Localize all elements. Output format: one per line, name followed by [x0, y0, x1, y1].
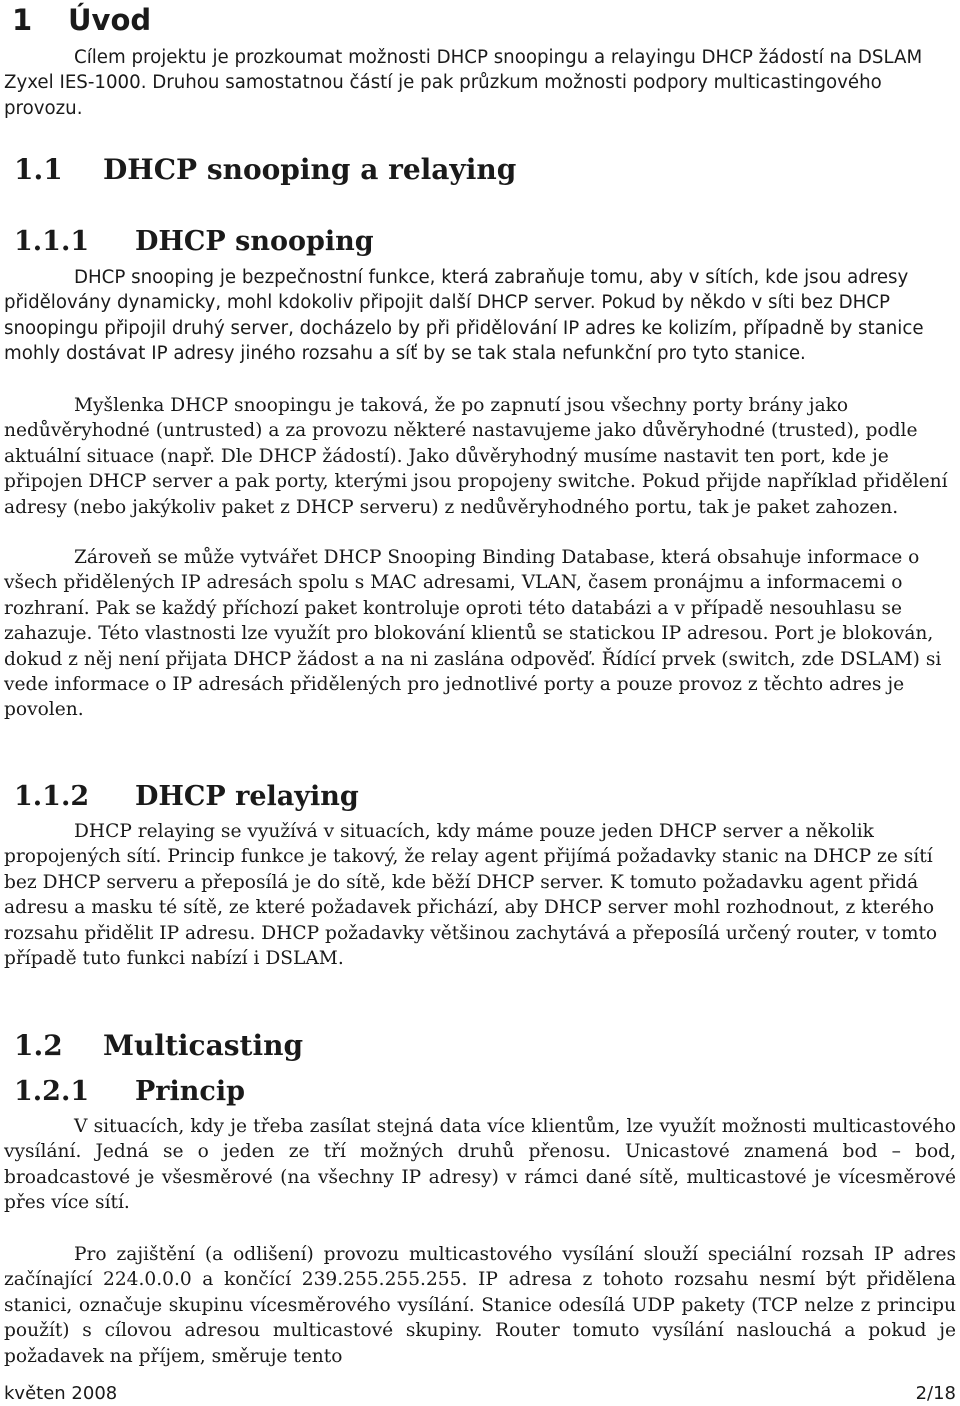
- heading-number: 1.1.1: [14, 226, 90, 257]
- paragraph-snooping-1: DHCP snooping je bezpečnostní funkce, která zabraňuje tomu, aby v sítích, kde jsou adresy přidělovány dynamicky, mohl kdokoliv připojit další DHCP server. Pokud by někdo v síti bez DHCP snoopingu připojil druhý server, docházelo by při přidělování IP adres ke kolizím, případně by stanice mohly dostávat IP adresy jiného rozsahu a síť by se tak stala nefunkční pro tyto stanice.: [4, 267, 924, 365]
- heading-number: 1.1.2: [14, 781, 90, 812]
- paragraph-princip-1: V situacích, kdy je třeba zasílat stejná data více klientům, lze využít možnosti multicastového vysílání. Jedná se o jeden ze tří možných druhů přenosu. Unicastové znamená bod – bod, broadcastové je všesměrové (na všechny IP adresy) v rámci dané sítě, multicastové je vícesměrové přes více sítí.: [4, 1116, 956, 1214]
- heading-title: Multicasting: [103, 1029, 304, 1062]
- paragraph-princip-2: Pro zajištění (a odlišení) provozu multicastového vysílání slouží speciální rozsah IP adres začínající 224.0.0.0 a končící 239.255.255.255. IP adresa z tohoto rozsahu nesmí být přidělena stanici, označuje skupinu vícesměrového vysílání. Stanice odesílá UDP pakety (TCP nelze z principu použít) s cílovou adresou multicastové skupiny. Router tomuto vysílání naslouchá a pokud je požadavek na příjem, směruje tento: [4, 1244, 956, 1367]
- heading-section-1-1-2: [14, 780, 359, 814]
- footer-page-number: 2/18: [915, 1383, 956, 1404]
- paragraph-relaying-1: DHCP relaying se využívá v situacích, kdy máme pouze jeden DHCP server a několik propojených sítí. Princip funkce je takový, že relay agent přijímá požadavky stanic na DHCP ze sítí bez DHCP serveru a přeposílá je do sítě, kde běží DHCP server. K tomuto požadavku agent přidá adresu a masku té sítě, ze které požadavek přichází, aby DHCP server mohl rozhodnout, z kterého rozsahu přidělit IP adresu. DHCP požadavky většinou zachytává a přeposílá určený router, v tomto případě tuto funkci nabízí i DSLAM.: [4, 821, 938, 970]
- paragraph-snooping-2: Myšlenka DHCP snoopingu je taková, že po zapnutí jsou všechny porty brány jako nedůvěryhodné (untrusted) a za provozu některé nastavujeme jako důvěryhodné (trusted), podle aktuální situace (např. Dle DHCP žádostí). Jako důvěryhodný musíme nastavit ten port, kde je připojen DHCP server a pak porty, kterými jsou propojeny switche. Pokud přijde například přidělení adresy (nebo jakýkoliv paket z DHCP serveru) z nedůvěryhodného portu, tak je paket zahozen.: [4, 395, 948, 518]
- heading-title: DHCP snooping: [135, 226, 374, 257]
- heading-section-1-2-1: [14, 1075, 245, 1109]
- heading-number: 1.2.1: [14, 1076, 90, 1107]
- paragraph-snooping-3: Zároveň se může vytvářet DHCP Snooping Binding Database, která obsahuje informace o všech přidělených IP adresách spolu s MAC adresami, VLAN, časem pronájmu a informacemi o rozhraní. Pak se každý příchozí paket kontroluje oproti této databázi a v případě nesouhlasu se zahazuje. Této vlastnosti lze využít pro blokování klientů se statickou IP adresou. Port je blokován, dokud z něj není přijata DHCP žádost a na ni zaslána odpověď. Řídící prvek (switch, zde DSLAM) si vede informace o IP adresách přidělených pro jednotlivé porty a pouze provoz z těchto adres je povolen.: [4, 547, 942, 721]
- heading-number: 1: [12, 3, 33, 37]
- heading-title: Princip: [135, 1076, 245, 1107]
- heading-number: 1.1: [14, 153, 63, 186]
- heading-number: 1.2: [14, 1029, 63, 1062]
- heading-section-1-2: [14, 1029, 303, 1063]
- paragraph-intro: Cílem projektu je prozkoumat možnosti DHCP snoopingu a relayingu DHCP žádostí na DSLAM Zyxel IES-1000. Druhou samostatnou částí je pak průzkum možnosti podpory multicastingového provozu.: [4, 47, 923, 119]
- heading-section-1-1: [14, 153, 516, 187]
- heading-section-1: [12, 3, 151, 37]
- heading-section-1-1-1: [14, 225, 374, 259]
- footer-date: květen 2008: [4, 1383, 118, 1404]
- heading-title: Úvod: [68, 3, 152, 37]
- heading-title: DHCP relaying: [135, 781, 359, 812]
- heading-title: DHCP snooping a relaying: [103, 153, 517, 186]
